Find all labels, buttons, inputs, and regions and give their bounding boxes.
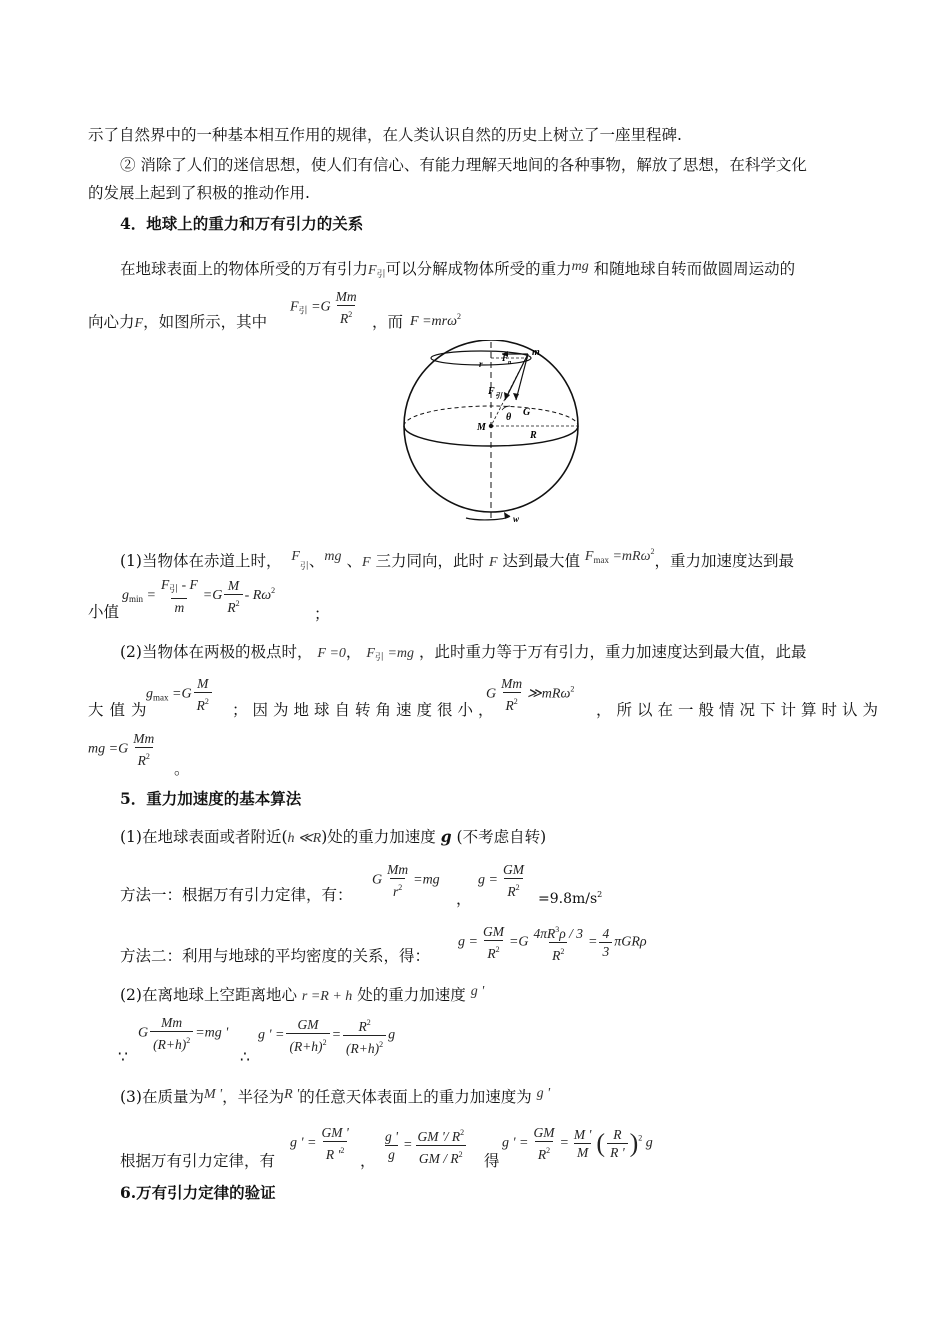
eq-method-1-b: g = $\frac{GM}{R^2}$ [478, 862, 524, 899]
method-1-comma: ， [456, 890, 472, 908]
case-2-end: 。 [174, 760, 190, 778]
label-big-r: R [530, 430, 537, 441]
sec4-para-2-er: ，而 [372, 313, 404, 331]
eq-g-max: $g_{max} =G$ $\frac{M}{R^2}$ [146, 675, 214, 714]
earth-force-diagram [398, 340, 588, 525]
sec4-para-1: 在地球表面上的物体所受的万有引力$F_引$可以分解成物体所受的重力mg 和随地球自转而做圆周运动的 [120, 259, 796, 279]
method-1-label: 方法一：根据万有引力定律，有： [120, 886, 353, 904]
therefore-symbol: ∴ [240, 1048, 250, 1066]
eq-mg-approx: mg =G $\frac{Mm}{R^2}$ [88, 731, 155, 768]
intro-line-1: 示了自然界中的一种基本相互作用的规律，在人类认识自然的历史上树立了一座里程碑. [88, 126, 682, 144]
eq-altitude-1: G $\frac{Mm}{(R+h)^2}$ =mg ' [138, 1015, 229, 1052]
label-fyin: F [488, 386, 495, 397]
label-m: m [532, 347, 540, 358]
sec5-item-2: (2)在离地球上空距离地心 r =R + h 处的重力加速度 g ' [120, 984, 485, 1004]
method-1-value: $=9.8m/s^2$ [538, 890, 603, 907]
eq-f-centripetal: F =mrω$^2$ [410, 312, 461, 329]
eq-g-min: $g_{min}$ = $\frac{F_引 - F}{m}$ =G $\frac{M}{R^2}$ - $R\omega^2$ [122, 577, 276, 615]
eq-method-1-a: G $\frac{Mm}{r^2}$ =mg [372, 862, 440, 899]
case-2-max-label: 大值为 [88, 701, 153, 719]
label-fyin-sub: 引 [495, 392, 502, 400]
section-6-title: 6.万有引力定律的验证 [120, 1183, 276, 1202]
case-2-reason: ；因为地球自转角速度很小， [232, 701, 499, 719]
label-w: w [513, 514, 520, 524]
label-fn: F [502, 353, 509, 363]
eq-altitude-2: g ' = $\frac{GM}{(R+h)^2}$ = $\frac{R^2}{(R+h)^2}$ g [258, 1017, 396, 1056]
case-2-line: (2)当物体在两极的极点时， F =0， $F_引 =mg$ ，此时重力等于万有引力，重力加速度达到最大值，此最 [120, 643, 807, 662]
intro-line-2: ② 消除了人们的迷信思想，使人们有信心、有能力理解天地间的各种事物，解放了思想，在科学文化 [120, 156, 807, 174]
intro-line-3: 的发展上起到了积极的推动作用. [88, 184, 310, 202]
eq-f-yin: $F_引 =G$ $\frac{Mm}{R^2}$ [290, 289, 357, 326]
label-theta: θ [506, 412, 512, 423]
label-fn-sub: n [508, 360, 512, 366]
sec4-para-2: 向心力F，如图所示，其中 [88, 313, 268, 331]
section-5-title: 5．重力加速度的基本算法 [120, 789, 302, 808]
case-1-semicolon: ； [314, 605, 330, 623]
method-2-label: 方法二：利用与地球的平均密度的关系，得： [120, 947, 431, 965]
label-r: r [479, 359, 483, 369]
section-4-title: 4．地球上的重力和万有引力的关系 [120, 214, 364, 233]
eq-body-3: g ' = $\frac{GM}{R^2}$ = $\frac{M '}{M}$ ( $\frac{R}{R '}$ )$^2$ g [502, 1125, 653, 1162]
label-g: G [523, 407, 531, 418]
because-symbol: ∵ [118, 1048, 128, 1066]
eq-body-2: $\frac{g '}{g}$ = $\frac{GM '/ R^2}{GM / R^2}$ [385, 1128, 465, 1166]
body-comma: ， [360, 1152, 376, 1170]
sec5-item-3: (3)在质量为M '，半径为R '的任意天体表面上的重力加速度为 g ' [120, 1086, 551, 1106]
sec5-item-1: (1)在地球表面或者附近(h ≪R)处的重力加速度 g (不考虑自转) [120, 827, 547, 846]
eq-body-1: g ' = $\frac{GM '}{R '^2}$ [290, 1125, 349, 1162]
label-big-m: M [477, 422, 486, 433]
eq-gmm-gg: G $\frac{Mm}{R^2}$ ≫mRω$^2$ [486, 676, 575, 713]
eq-method-2: g = $\frac{GM}{R^2}$ =G $\frac{4\pi R^3\rho / 3}{R^2}$ = $\frac{4}{3}$ πGRρ [458, 924, 647, 963]
case-1-min-label: 小值 [88, 603, 120, 621]
case-1-line: (1)当物体在赤道上时， $F_引$、mg 、F 三力同向，此时 F 达到最大值 $F_{max} =mR\omega^2$，重力加速度达到最 [120, 547, 794, 571]
case-2-conclusion: ，所以在一般情况下计算时认为 [596, 701, 884, 719]
body-de: 得 [484, 1152, 500, 1170]
law-label: 根据万有引力定律，有 [120, 1152, 276, 1170]
